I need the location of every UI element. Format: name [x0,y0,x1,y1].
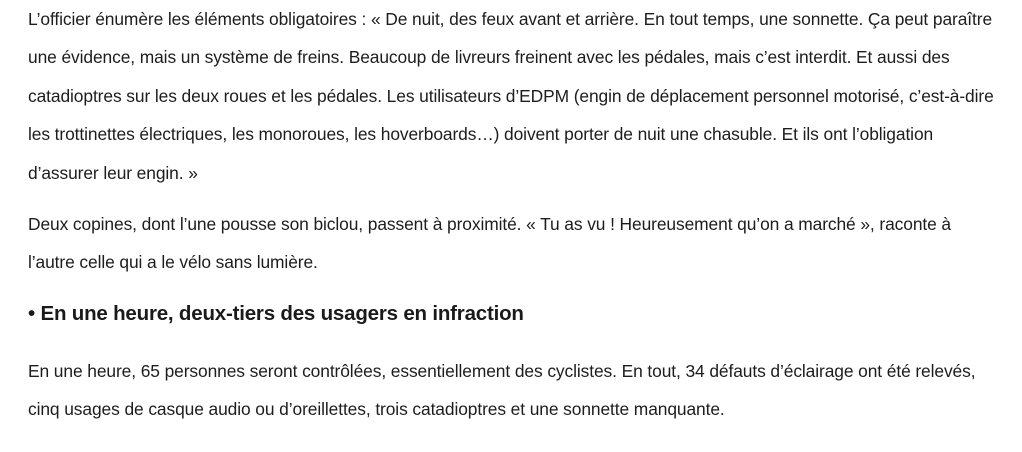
paragraph-3: En une heure, 65 personnes seront contrôlées, essentiellement des cyclistes. En tout, 34 défauts d’éclairage ont été relevés, cinq usages de casque audio ou d’oreillettes, trois catadioptres et une sonnette manquante. [28,360,976,420]
paragraph-2: Deux copines, dont l’une pousse son biclou, passent à proximité. « Tu as vu ! Heureusement qu’on a marché », raconte à l’autre celle qui a le vélo sans lumière. [28,214,952,273]
section-heading: • En une heure, deux-tiers des usagers en infraction [28,301,524,325]
paragraph-1: L’officier énumère les éléments obligatoires : « De nuit, des feux avant et arrière. En tout temps, une sonnette. Ça peut paraître une évidence, mais un système de freins. Beaucoup de livreurs freinent avec les pédales, mais c’est interdit. Et aussi des catadioptres sur les deux roues et les pédales. Les utilisateurs d’EDPM (engin de déplacement personnel motorisé, c’est-à-dire les trottinettes électriques, les monoroues, les hoverboards…) doivent porter de nuit une chasuble. Et ils ont l’obligation d’assurer leur engin. » [28,9,994,183]
